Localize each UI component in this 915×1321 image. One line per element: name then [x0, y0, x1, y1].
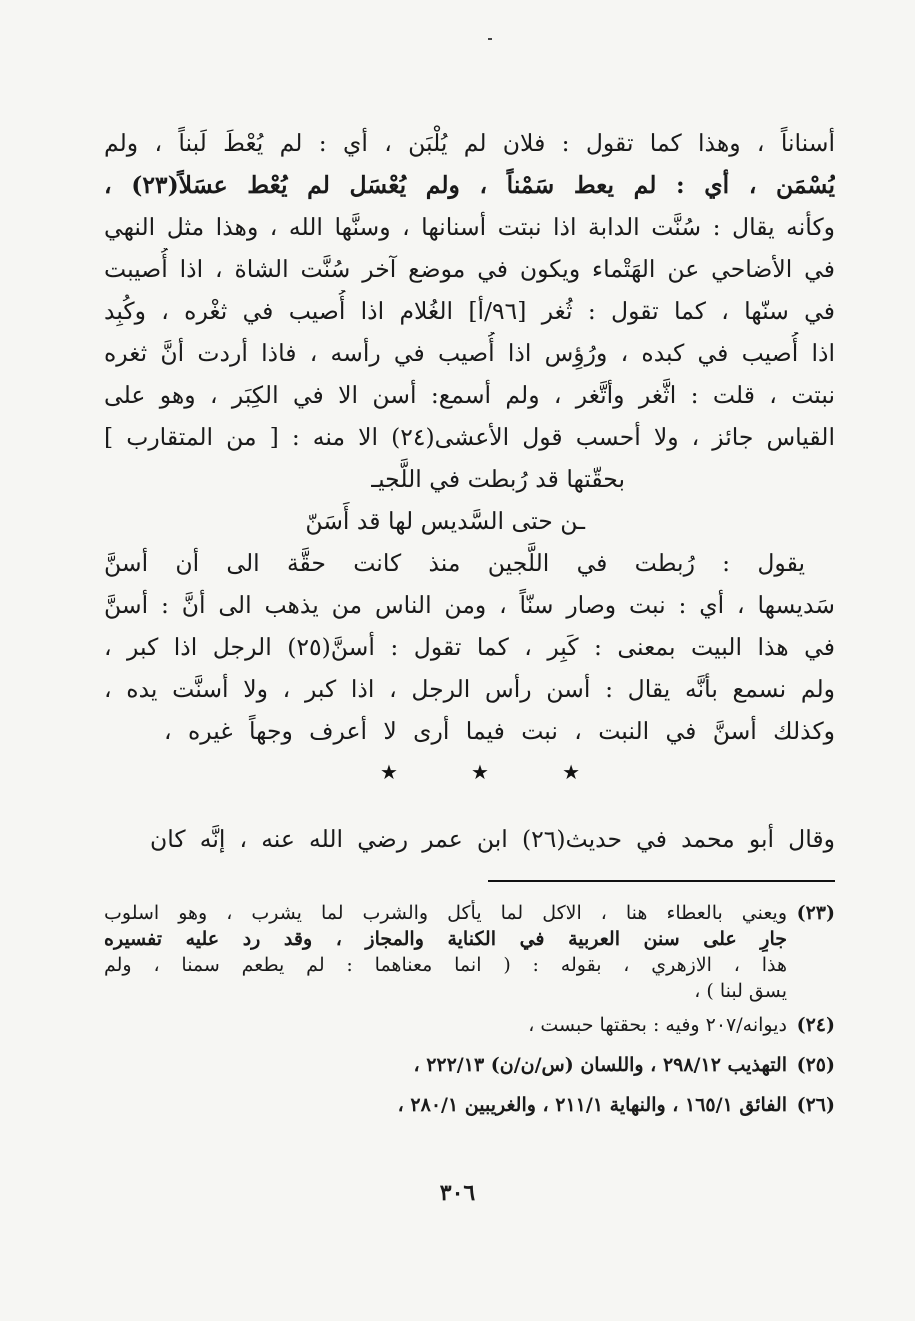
poem-verse-first-hemistich: بحقّتها قد رُبطت في اللَّجيـ: [371, 465, 625, 493]
footnotes: [104, 900, 835, 1126]
footnote-body: [104, 1006, 787, 1044]
text-line: في الأضاحي عن الهَتْماء ويكون في موضع آخر سُنَّت الشاة ، اذا أُصيبت: [104, 255, 835, 283]
text-line: وكأنه يقال : سُنَّت الدابة اذا نبتت أسنانها ، وسنَّها الله ، وهذا مثل النهي: [104, 213, 835, 241]
footnote-line: يسق لبنا ) ،: [694, 980, 787, 1002]
text-line: يُسْمَن ، أي : لم يعط سَمْناً ، ولم يُعْسَل لم يُعْط عسَلاً(٢٣) ،: [104, 171, 835, 199]
footnote-body: [104, 1086, 787, 1124]
footnote-line: ديوانه/٢٠٧ وفيه : بحقتها حبست ،: [528, 1014, 787, 1036]
footnote-line: جارٍ على سنن العربية في الكناية والمجاز ، وقد رد عليه تفسيره: [104, 928, 787, 950]
text-line: في هذا البيت بمعنى : كَبِر ، كما تقول : أسنَّ(٢٥) الرجل اذا كبر ،: [104, 633, 835, 661]
new-section-first-line: وقال أبو محمد في حديث(٢٦) ابن عمر رضي الله عنه ، إنَّه كان: [150, 825, 835, 853]
text-line: سَديسها ، أي : نبت وصار سنّاً ، ومن الناس من يذهب الى أنَّ : أسنَّ: [104, 591, 835, 619]
page-top-mark: [488, 38, 492, 40]
footnote: [104, 1086, 835, 1124]
text-line: أسناناً ، وهذا كما تقول : فلان لم يُلْبَن ، أي : لم يُعْطَ لَبناً ، ولم: [104, 129, 835, 157]
text-line: في سنّها ، كما تقول : ثُغر [٩٦/أ] الغُلام اذا أُصيب في ثغْره ، وكُبِد: [104, 297, 835, 325]
text-line: القياس جائز ، ولا أحسب قول الأعشى(٢٤) الا منه : [ من المتقارب ]: [104, 423, 835, 451]
page-number: ٣٠٦: [439, 1180, 476, 1206]
footnote: [104, 1006, 835, 1044]
footnote-line: ويعني بالعطاء هنا ، الاكل لما يأكل والشرب لما يشرب ، وهو اسلوب: [104, 902, 787, 924]
star-icon: ★: [471, 760, 489, 784]
text-line: وكذلك أسنَّ في النبت ، نبت فيما أرى لا أعرف وجهاً غيره ،: [164, 717, 835, 745]
footnote-line: هذا ، الازهري ، بقوله : ( انما معناهما : لم يطعم سمنا ، ولم: [104, 954, 787, 976]
footnote-body: [104, 1046, 787, 1084]
footnote-line: الفائق ١٦٥/١ ، والنهاية ٢١١/١ ، والغريبين ٢٨٠/١ ،: [397, 1094, 787, 1116]
footnote-number: (٢٥): [796, 1054, 835, 1076]
footnote: [104, 1046, 835, 1084]
poem-verse-second-hemistich: ـن حتى السَّديس لها قد أَسَنّ: [305, 507, 585, 535]
star-icon: ★: [380, 760, 398, 784]
section-separator: [380, 760, 580, 790]
main-text: [104, 122, 835, 752]
footnote-number: (٢٣): [796, 902, 835, 924]
footnote-body: [104, 900, 787, 1004]
star-icon: ★: [562, 760, 580, 784]
text-line: ولم نسمع بأنَّه يقال : أسن رأس الرجل ، اذا كبر ، ولا أسنَّت يده ،: [104, 675, 835, 703]
footnote-separator-rule: [488, 880, 835, 882]
text-line: اذا أُصيب في كبده ، ورُؤِس اذا أُصيب في رأسه ، فاذا أردت أنَّ ثغره: [104, 339, 835, 367]
footnote-number: (٢٤): [796, 1014, 835, 1036]
footnote-number: (٢٦): [796, 1094, 835, 1116]
footnote-line: التهذيب ٢٩٨/١٢ ، واللسان (س/ن/ن) ٢٢٢/١٣ ،: [413, 1054, 787, 1076]
text-line: يقول : رُبطت في اللَّجين منذ كانت حقَّة الى أن أسنَّ: [104, 549, 805, 577]
text-line: نبتت ، قلت : اثَّغر وأتَّغر ، ولم أسمع: أسن الا في الكِبَر ، وهو على: [104, 381, 835, 409]
footnote: [104, 900, 835, 1004]
